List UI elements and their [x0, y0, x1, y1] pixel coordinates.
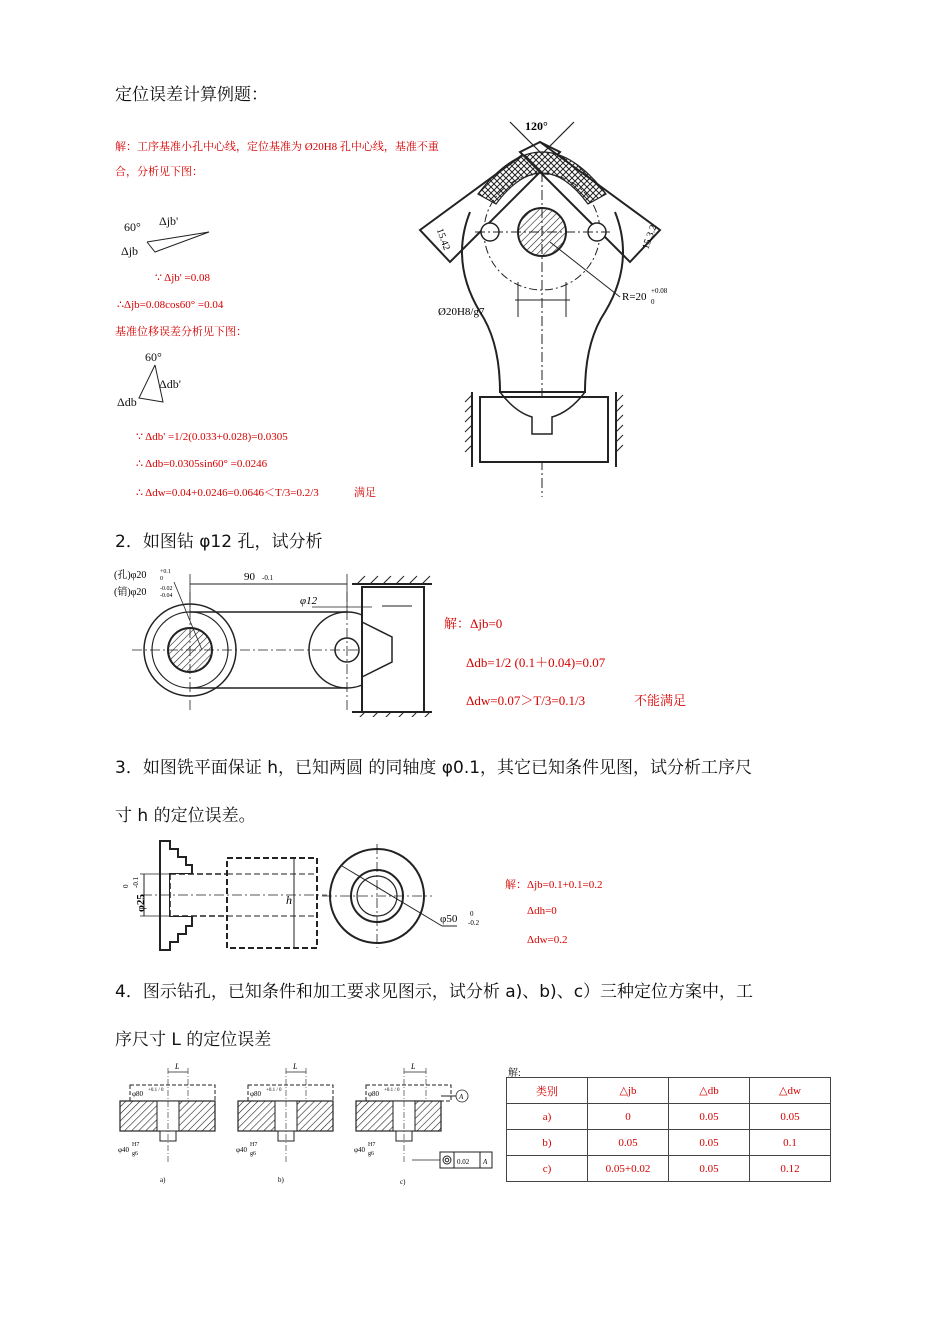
- ex2-fig-pin-low: -0.04: [160, 593, 173, 599]
- ex1-fig-angle: 120°: [525, 119, 548, 133]
- ex4-b-fit-bot: g6: [250, 1151, 256, 1157]
- ex1-fig-radius-up: +0.08: [651, 287, 668, 295]
- table-cell: 0.05: [669, 1104, 750, 1130]
- ex1-eq2: ∴Δjb=0.08cos60° =0.04: [117, 299, 224, 311]
- table-cell: 0.05: [750, 1104, 831, 1130]
- ex4-title-line1: 4．图示钻孔，已知条件和加工要求见图示，试分析 a)、b)、c）三种定位方案中，工: [115, 982, 754, 1002]
- table-header-row: [507, 1078, 831, 1104]
- ex2-solution1: 解：Δjb=0: [444, 616, 503, 631]
- ex2-fig-drill: φ12: [300, 595, 318, 607]
- ex4-figure-b: [230, 1058, 340, 1188]
- ex3-fig-d50-low: -0.2: [468, 919, 480, 927]
- ex4-c-frame-datum: A: [483, 1158, 488, 1166]
- ex3-solution2: Δdh=0: [527, 905, 557, 917]
- ex4-c-fit-top: H7: [368, 1142, 376, 1148]
- table-header-cell: △db: [669, 1078, 750, 1104]
- ex1-eq1: ∵ Δjb' =0.08: [155, 272, 210, 284]
- ex2-title: 2．如图钻 φ12 孔，试分析: [115, 532, 323, 552]
- ex4-a-d80: φ80: [132, 1090, 144, 1098]
- ex4-figure-a: [112, 1058, 222, 1188]
- ex4-title-line2: 序尺寸 L 的定位误差: [115, 1030, 272, 1050]
- ex1-solution-line1: 解：工序基准小孔中心线，定位基准为 Ø20H8 孔中心线，基准不重: [115, 141, 439, 153]
- ex1-eq5: ∴ Δdw=0.04+0.0246=0.0646＜T/3=0.2/3: [136, 487, 319, 499]
- ex1-eq3: ∵ Δdb' =1/2(0.033+0.028)=0.0305: [136, 431, 288, 443]
- ex1-eq4: ∴ Δdb=0.0305sin60° =0.0246: [136, 458, 268, 470]
- table-row: [507, 1156, 831, 1182]
- ex2-drawing: [112, 562, 437, 717]
- ex1-tri2-angle: 60°: [145, 350, 162, 364]
- table-cell: 0.1: [750, 1130, 831, 1156]
- ex4-c-d80: φ80: [368, 1090, 380, 1098]
- table-cell: 0: [588, 1104, 669, 1130]
- ex4-a-fit-top: H7: [132, 1142, 140, 1148]
- ex4-b-caption: b): [278, 1176, 284, 1184]
- ex4-answer-table: [506, 1077, 831, 1182]
- ex3-fig-d25: φ25: [135, 894, 147, 912]
- ex3-title-line2: 寸 h 的定位误差。: [115, 806, 256, 826]
- ex4-c-d40: φ40: [354, 1146, 366, 1154]
- ex4-c-fit-bot: g6: [368, 1151, 374, 1157]
- ex2-fig-pin-up: -0.02: [160, 586, 173, 592]
- ex1-fixture-drawing: [410, 112, 670, 502]
- ex4-a-fit-bot: g6: [132, 1151, 138, 1157]
- ex2-fig-pin: (销)φ20: [114, 587, 147, 598]
- ex4-a-d40: φ40: [118, 1146, 130, 1154]
- ex3-fig-d50-up: 0: [470, 910, 474, 918]
- ex2-fig-dist: 90: [244, 571, 255, 583]
- ex4-c-tol: +0.1 / 0: [384, 1088, 400, 1093]
- table-cell: a): [507, 1104, 588, 1130]
- ex1-fig-dim-left: 15.42: [433, 226, 452, 252]
- ex2-fig-hole-low: 0: [160, 576, 163, 582]
- ex2-solution3: Δdw=0.07＞T/3=0.1/3: [466, 693, 586, 708]
- table-cell: 0.05: [588, 1130, 669, 1156]
- ex1-tri2-side: Δdb: [117, 395, 137, 409]
- table-header-cell: △dw: [750, 1078, 831, 1104]
- ex4-b-tol: +0.1 / 0: [266, 1088, 282, 1093]
- table-cell: c): [507, 1156, 588, 1182]
- ex2-fig-hole-up: +0.1: [160, 569, 171, 575]
- ex4-c-frame-value: 0.02: [457, 1158, 470, 1166]
- ex1-tri1-angle: 60°: [124, 220, 141, 234]
- ex3-title-line1: 3．如图铣平面保证 h，已知两圆 的同轴度 φ0.1，其它已知条件见图，试分析工序尺: [115, 758, 753, 778]
- ex4-c-L: L: [411, 1062, 416, 1071]
- ex1-note: 基准位移误差分析见下图：: [115, 326, 247, 338]
- ex4-b-d40: φ40: [236, 1146, 248, 1154]
- table-cell: 0.05+0.02: [588, 1156, 669, 1182]
- ex4-b-fit-top: H7: [250, 1142, 258, 1148]
- ex3-fig-h: h: [286, 893, 292, 907]
- ex3-fig-d50: φ50: [440, 913, 458, 925]
- ex2-verdict: 不能满足: [634, 693, 687, 708]
- table-row: [507, 1130, 831, 1156]
- ex3-solution3: Δdw=0.2: [527, 934, 568, 946]
- ex3-drawing: [112, 836, 502, 956]
- page-heading: 定位误差计算例题：: [115, 85, 268, 105]
- table-cell: 0.05: [669, 1130, 750, 1156]
- ex4-table-caption: 解:: [508, 1068, 521, 1079]
- ex1-tri2-hyp: Δdb': [159, 377, 181, 391]
- ex3-fig-d25-up: 0: [122, 884, 130, 888]
- ex4-b-d80: φ80: [250, 1090, 262, 1098]
- ex1-fig-dim-right: 15.3.2: [640, 223, 660, 251]
- ex4-c-caption: c): [400, 1178, 406, 1186]
- ex3-fig-d25-low: -0.1: [132, 876, 140, 888]
- ex2-fig-hole: (孔)φ20: [114, 570, 147, 581]
- ex2-fig-dist-tol: -0.1: [262, 574, 274, 582]
- ex4-a-tol: +0.1 / 0: [148, 1088, 164, 1093]
- ex1-tri1-side: Δjb: [121, 244, 139, 258]
- table-header-cell: △jb: [588, 1078, 669, 1104]
- ex1-fig-radius: R=20: [622, 291, 647, 303]
- table-cell: 0.05: [669, 1156, 750, 1182]
- ex4-a-caption: a): [160, 1176, 166, 1184]
- ex1-solution-line2: 合，分析见下图：: [115, 166, 203, 178]
- ex4-figure-c: [348, 1058, 498, 1190]
- table-cell: b): [507, 1130, 588, 1156]
- table-row: [507, 1104, 831, 1130]
- table-cell: 0.12: [750, 1156, 831, 1182]
- ex1-verdict: 满足: [354, 487, 376, 499]
- ex1-fig-radius-low: 0: [651, 298, 655, 306]
- ex2-solution2: Δdb=1/2 (0.1＋0.04)=0.07: [466, 655, 606, 670]
- ex1-tri1-hyp: Δjb': [159, 214, 179, 228]
- ex4-b-L: L: [293, 1062, 298, 1071]
- ex4-c-datum: A: [459, 1093, 464, 1101]
- ex3-solution1: 解：Δjb=0.1+0.1=0.2: [505, 879, 603, 891]
- table-header-cell: 类别: [507, 1078, 588, 1104]
- ex1-fig-fit: Ø20H8/g7: [438, 306, 485, 318]
- ex4-a-L: L: [175, 1062, 180, 1071]
